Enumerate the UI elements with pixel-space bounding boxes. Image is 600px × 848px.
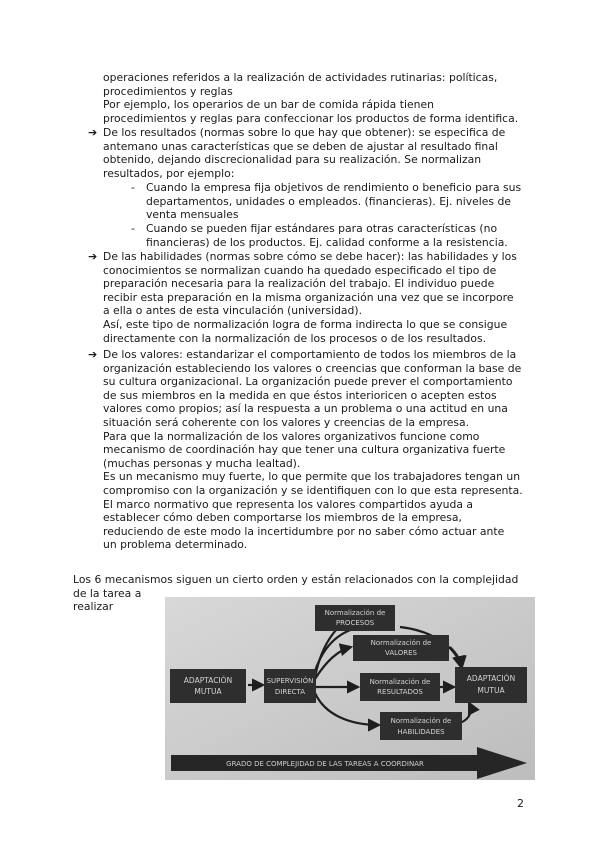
text-line: resultados, por ejemplo:: [103, 166, 235, 180]
node-label: ADAPTACIÓN: [466, 674, 516, 683]
text-line: Para que la normalización de los valores organizativos funcione como: [103, 429, 480, 443]
text-line: su cultura organizacional. La organización puede prever el comportamiento: [103, 375, 513, 389]
bullet-valores: [103, 348, 523, 552]
node-habilidades: [380, 712, 462, 740]
text-line: De las habilidades (normas sobre cómo se debe hacer): las habilidades y los: [103, 250, 517, 263]
node-adaptacion-right: [455, 667, 527, 703]
bullet-resultados: [103, 126, 505, 180]
diagram-svg: [165, 597, 535, 780]
text-line: departamentos, unidades o empleados. (financieras). Ej. niveles de: [146, 194, 511, 208]
node-label: Normalización de: [324, 609, 386, 617]
text-line: venta mensuales: [146, 208, 239, 222]
text-line: antemano unas características que se deben de ajustar al resultado final: [103, 139, 498, 153]
page-number: 2: [517, 797, 524, 810]
text-line: Cuando se pueden fijar estándares para otras características (no: [146, 222, 498, 235]
text-line: de sus miembros en la medida en que éstos interioricen o acepten estos: [103, 388, 497, 402]
text-line: El marco normativo que representa los valores compartidos ayuda a: [103, 497, 474, 511]
text-line: preparación necesaria para la realización del trabajo. El individuo puede: [103, 277, 495, 291]
arrow-bullet-icon: ➔: [88, 126, 98, 139]
text-line: obtenido, dejando discrecionalidad para su realización. Se normalizan: [103, 153, 482, 167]
coordination-mechanisms-diagram: [165, 597, 535, 780]
node-adaptacion-left: [170, 669, 246, 703]
node-label: PROCESOS: [335, 619, 375, 627]
dash-bullet: -: [131, 222, 135, 235]
text-line: un problema determinado.: [103, 538, 248, 552]
node-label: HABILIDADES: [397, 728, 445, 736]
text-line: directamente con la normalización de los procesos o de los resultados.: [103, 331, 487, 345]
node-label: SUPERVISIÓN: [266, 677, 314, 685]
sub-bullet-financieras: [146, 181, 521, 222]
arrow-bullet-icon: ➔: [88, 250, 98, 263]
node-label: ADAPTACIÓN: [183, 676, 233, 685]
text-line: Es un mecanismo muy fuerte, lo que permite que los trabajadores tengan un: [103, 470, 521, 484]
text-line: (muchas personas y mucha lealtad).: [103, 456, 301, 470]
text-line: Por ejemplo, los operarios de un bar de comida rápida tienen: [103, 98, 434, 112]
text-line: compromiso con la organización y se identifiquen con lo que esta representa.: [103, 483, 523, 497]
text-line: financieras) de los productos. Ej. calidad conforme a la resistencia.: [146, 235, 508, 249]
text-line: mecanismo de coordinación hay que tener una cultura organizativa fuerte: [103, 443, 506, 457]
arrow-label: GRADO DE COMPLEJIDAD DE LAS TAREAS A COORDINAR: [226, 760, 424, 768]
bullet-habilidades: [103, 250, 517, 345]
node-label: VALORES: [384, 649, 418, 657]
text-line: Cuando la empresa fija objetivos de rendimiento o beneficio para sus: [146, 181, 522, 194]
node-label: MUTUA: [477, 686, 505, 695]
text-line: establecer cómo deben comportarse los miembros de la empresa,: [103, 511, 462, 525]
text-line: Así, este tipo de normalización logra de forma indirecta lo que se consigue: [103, 317, 508, 331]
node-supervision: [264, 669, 316, 703]
text-line: situación será coherente con los valores y creencias de la empresa.: [103, 415, 470, 429]
text-line: recibir esta preparación en la misma organización una vez que se incorpore: [103, 290, 514, 304]
node-label: RESULTADOS: [377, 688, 423, 696]
text-line: conocimientos se normalizan cuando ha quedado especificado el tipo de: [103, 263, 497, 277]
node-resultados: [360, 673, 440, 701]
node-valores: [353, 635, 449, 661]
text-line: De los resultados (normas sobre lo que hay que obtener): se especifica de: [103, 126, 506, 139]
text-line: Los 6 mecanismos siguen un cierto orden y están relacionados con la complejidad: [73, 573, 519, 586]
sub-bullet-no-financieras: [146, 222, 508, 249]
text-line: De los valores: estandarizar el comportamiento de todos los miembros de la: [103, 348, 517, 361]
text-line: operaciones referidos a la realización de actividades rutinarias: políticas,: [103, 71, 498, 84]
node-label: Normalización de: [370, 639, 432, 647]
text-line: procedimientos y reglas para confeccionar los productos de forma identifica.: [103, 111, 519, 125]
text-line: organización estableciendo los valores o creencias que conforman la base de: [103, 361, 522, 375]
node-label: DIRECTA: [274, 688, 306, 696]
text-line: procedimientos y reglas: [103, 84, 233, 98]
text-line: realizar: [73, 600, 114, 614]
dash-bullet: -: [131, 181, 135, 194]
text-line: valores como propios; así la respuesta a un problema o una actitud en una: [103, 402, 508, 416]
arrow-bullet-icon: ➔: [88, 348, 98, 361]
node-label: Normalización de: [369, 678, 431, 686]
node-procesos: [315, 605, 395, 631]
text-line: reduciendo de este modo la incertidumbre por no saber cómo actuar ante: [103, 524, 505, 538]
text-line: de la tarea a: [73, 586, 142, 600]
intro-paragraph: [103, 71, 518, 125]
node-label: Normalización de: [390, 717, 452, 725]
text-line: a ella o antes de esta vinculación (universidad).: [103, 304, 363, 318]
node-label: MUTUA: [194, 687, 222, 696]
